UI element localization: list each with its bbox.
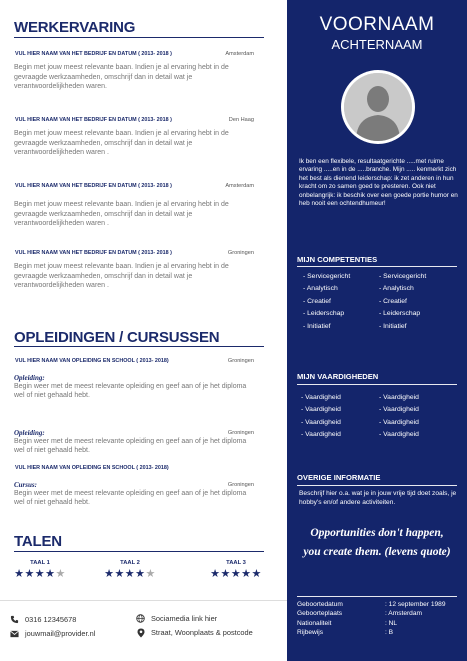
star-icon: ★★★★: [14, 568, 56, 580]
section-title-competences: MIJN COMPETENTIES: [297, 255, 378, 264]
education-label: Opleiding:: [14, 374, 45, 382]
detail-value: : 12 september 1989: [385, 601, 446, 608]
email-address: jouwmail@provider.nl: [25, 629, 96, 638]
education-label: Opleiding:: [14, 429, 45, 437]
person-silhouette-icon: [344, 73, 412, 141]
star-icon: ★★★★★: [210, 568, 262, 580]
job-city: Groningen: [227, 250, 254, 256]
education-description: Begin weer met de meest relevante opleiding en geef aan of je het diploma wel of niet gehaald hebt.: [14, 490, 247, 507]
address-text: Straat, Woonplaats & postcode: [151, 628, 253, 637]
detail-value: : B: [385, 629, 394, 637]
job-city: Den Haag: [228, 117, 254, 123]
job-city: Amsterdam: [225, 183, 254, 189]
divider: [297, 384, 457, 385]
section-title-education: OPLEIDINGEN / CURSUSSEN: [14, 329, 220, 346]
education-title: VUL HIER NAAM VAN OPLEIDING EN SCHOOL ( 2013- 2018): [15, 358, 169, 364]
detail-value: : NL: [385, 619, 398, 627]
avatar: [344, 73, 412, 141]
list-item: - Creatief: [379, 297, 407, 305]
star-empty-icon: ★: [145, 568, 156, 580]
detail-value: : Amsterdam: [385, 610, 423, 618]
first-name: VOORNAAM: [319, 14, 435, 35]
job-entry: [14, 250, 254, 291]
list-item: - Vaardigheid: [301, 431, 341, 439]
mail-icon: [10, 629, 19, 638]
section-title-work: WERKERVARING: [14, 19, 136, 36]
phone-icon: [10, 615, 19, 624]
competences-list-2: [379, 271, 426, 333]
list-item: - Servicegericht: [379, 273, 427, 280]
list-item: - Vaardigheid: [301, 406, 341, 414]
detail-row: [297, 619, 445, 628]
competences-list-1: [303, 271, 350, 333]
job-entry: [14, 183, 254, 229]
personal-quote: Opportunities don't happen, you create them. (levens quote): [303, 527, 451, 558]
education-description: Begin weer met de meest relevante opleiding en geef aan of je het diploma wel of niet gehaald hebt.: [14, 438, 247, 455]
contact-social[interactable]: [136, 614, 217, 623]
job-description: Begin met jouw meest relevante baan. Indien je al ervaring hebt in de gevraagde werkzaamheden, omschrijf dan in detail wat je verantwoordelijkheden waren .: [14, 201, 229, 228]
skills-list-1: [301, 392, 341, 442]
profile-intro: Ik ben een flexibele, resultaatgerichte .....met ruime ervaring .....en in de .....branche. Mijn ..... kenmerkt zich het best als dienend leiderschap: ik zet anderen in hun kracht om zo samen goed te presteren. Ook niet onbelangrijk: ik beschik over een goede portie humor en heb nooit een ochtendhumeur!: [299, 158, 458, 208]
social-link: Sociamedia link hier: [151, 614, 218, 623]
education-entry: [14, 465, 254, 508]
education-label: Cursus:: [14, 481, 37, 489]
job-description: Begin met jouw meest relevante baan. Indien je al ervaring hebt in de gevraagde werkzaamheden, omschrijf dan in detail wat je verantwoordelijkheden waren .: [14, 130, 229, 157]
contact-address: [136, 628, 253, 637]
list-item: - Vaardigheid: [379, 394, 419, 401]
star-rating: [90, 568, 170, 580]
divider: [0, 600, 287, 601]
personal-details: [297, 600, 445, 638]
section-title-other: OVERIGE INFORMATIE: [297, 473, 381, 482]
job-entry: [14, 117, 254, 158]
list-item: - Analytisch: [379, 285, 414, 293]
section-title-skills: MIJN VAARDIGHEDEN: [297, 372, 379, 381]
education-city: Groningen: [227, 430, 254, 436]
detail-row: [297, 628, 445, 637]
education-entry: [14, 429, 254, 456]
education-city: Groningen: [227, 482, 254, 488]
other-info-text: Beschrijf hier o.a. wat je in jouw vrije tijd doet zoals, je hobby's en/of andere activiteiten.: [299, 490, 457, 506]
detail-key: Geboortedatum: [297, 601, 343, 608]
education-entry: [14, 358, 254, 401]
detail-row: [297, 600, 445, 609]
star-rating: [0, 568, 80, 580]
star-rating: [196, 568, 276, 580]
language-name: TAAL 3: [226, 560, 246, 566]
divider: [297, 596, 457, 597]
right-sidebar: [287, 0, 467, 661]
list-item: - Initiatief: [379, 322, 407, 330]
contact-phone: [10, 615, 76, 624]
language-name: TAAL 2: [120, 560, 140, 566]
list-item: - Creatief: [303, 297, 331, 305]
list-item: - Vaardigheid: [379, 431, 419, 439]
divider: [14, 551, 264, 552]
detail-row: [297, 609, 445, 618]
job-city: Amsterdam: [225, 51, 254, 57]
list-item: - Analytisch: [303, 285, 338, 293]
divider: [14, 37, 264, 38]
language-item: [90, 560, 170, 580]
education-city: Groningen: [227, 358, 254, 364]
list-item: - Leiderschap: [379, 310, 421, 318]
list-item: - Servicegericht: [303, 273, 351, 280]
detail-key: Rijbewijs: [297, 629, 324, 637]
section-title-languages: TALEN: [14, 533, 62, 550]
location-pin-icon: [136, 628, 145, 637]
detail-key: Geboorteplaats: [297, 610, 343, 618]
list-item: - Leiderschap: [303, 310, 345, 318]
education-description: Begin weer met de meest relevante opleiding en geef aan of je het diploma wel of niet gehaald hebt.: [14, 383, 247, 400]
job-entry: [14, 51, 254, 92]
job-title: VUL HIER NAAM VAN HET BEDRIJF EN DATUM ( 2013- 2018 ): [15, 51, 172, 57]
job-description: Begin met jouw meest relevante baan. Indien je al ervaring hebt in de gevraagde werkzaamheden, omschrijf dan in detail wat je verantwoordelijkheden waren .: [14, 263, 229, 290]
phone-number: 0316 12345678: [25, 615, 77, 624]
divider: [297, 485, 457, 486]
list-item: - Vaardigheid: [301, 394, 341, 401]
divider: [14, 346, 264, 347]
language-item: [0, 560, 80, 580]
language-name: TAAL 1: [30, 560, 50, 566]
job-title: VUL HIER NAAM VAN HET BEDRIJF EN DATUM ( 2013- 2018 ): [15, 117, 172, 123]
language-item: [196, 560, 276, 580]
list-item: - Vaardigheid: [379, 418, 419, 426]
list-item: - Initiatief: [303, 322, 331, 330]
last-name: ACHTERNAAM: [331, 37, 423, 52]
education-title: VUL HIER NAAM VAN OPLEIDING EN SCHOOL ( 2013- 2018): [15, 465, 169, 471]
list-item: - Vaardigheid: [301, 418, 341, 426]
star-icon: ★★★★: [104, 568, 146, 580]
job-description: Begin met jouw meest relevante baan. Indien je al ervaring hebt in de gevraagde werkzaamheden, omschrijf dan in detail wat je verantwoordelijkheden waren.: [14, 64, 229, 91]
detail-key: Nationaliteit: [297, 619, 332, 627]
star-empty-icon: ★: [55, 568, 66, 580]
list-item: - Vaardigheid: [379, 406, 419, 414]
job-title: VUL HIER NAAM VAN HET BEDRIJF EN DATUM ( 2013- 2018 ): [15, 183, 172, 189]
job-title: VUL HIER NAAM VAN HET BEDRIJF EN DATUM ( 2013- 2018 ): [15, 250, 172, 256]
skills-list-2: [379, 392, 419, 442]
contact-email[interactable]: [10, 629, 95, 638]
globe-icon: [136, 614, 145, 623]
divider: [297, 266, 457, 267]
